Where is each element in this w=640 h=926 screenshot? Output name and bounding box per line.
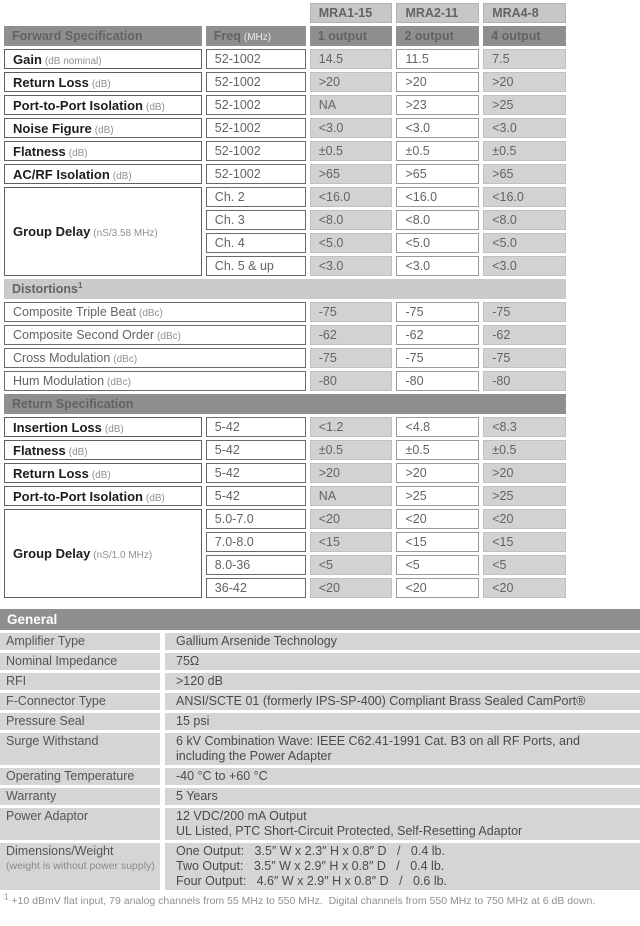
general-value: -40 °C to +60 °C	[165, 768, 640, 785]
value-cell: <20	[310, 578, 393, 598]
table-row-return-port-isolation	[4, 486, 566, 506]
value-cell: <5.0	[310, 233, 393, 253]
value-cell: >20	[396, 463, 479, 483]
value-cell: -75	[310, 302, 393, 322]
value-cell: 7.5	[483, 49, 566, 69]
row-label: Hum Modulation (dBc)	[4, 371, 306, 391]
general-value: ANSI/SCTE 01 (formerly IPS-SP-400) Compliant Brass Sealed CamPort®	[165, 693, 640, 710]
value-cell: >25	[483, 95, 566, 115]
distortions-header-row	[4, 279, 566, 299]
table-row-noise-figure	[4, 118, 566, 138]
value-cell: <16.0	[396, 187, 479, 207]
value-cell: -75	[483, 348, 566, 368]
freq-cell: 52-1002	[206, 49, 306, 69]
general-row-nominal-impedance	[0, 653, 640, 670]
model-header-row	[4, 3, 566, 23]
freq-cell: 5-42	[206, 486, 306, 506]
general-section-title: General	[0, 609, 640, 630]
value-cell: >20	[396, 72, 479, 92]
value-cell: <5.0	[396, 233, 479, 253]
general-label: Power Adaptor	[0, 808, 160, 840]
value-cell: -75	[310, 348, 393, 368]
value-cell: NA	[310, 486, 393, 506]
freq-cell: 5-42	[206, 440, 306, 460]
distortions-section-title: Distortions$^1$	[4, 279, 566, 299]
freq-cell: 5-42	[206, 417, 306, 437]
general-row-f-connector	[0, 693, 640, 710]
forward-header-row	[4, 26, 566, 46]
general-label: Warranty	[0, 788, 160, 805]
table-row-group-delay-ch2	[4, 187, 566, 207]
forward-section-title: Forward Specification	[4, 26, 202, 46]
model-header-mra2-11: MRA2-11	[396, 3, 479, 23]
row-label: Noise Figure (dB)	[4, 118, 202, 138]
general-row-rfi	[0, 673, 640, 690]
return-section-title: Return Specification	[4, 394, 566, 414]
general-value: Gallium Arsenide Technology	[165, 633, 640, 650]
value-cell: -80	[483, 371, 566, 391]
row-label: Insertion Loss (dB)	[4, 417, 202, 437]
general-row-power-adaptor	[0, 808, 640, 840]
row-label: Return Loss (dB)	[4, 463, 202, 483]
table-row-port-isolation	[4, 95, 566, 115]
value-cell: -75	[396, 302, 479, 322]
value-cell: <15	[310, 532, 393, 552]
value-cell: <8.3	[483, 417, 566, 437]
value-cell: <16.0	[483, 187, 566, 207]
table-row-rgd-1	[4, 509, 566, 529]
table-row-cso	[4, 325, 566, 345]
row-label: Flatness (dB)	[4, 141, 202, 161]
value-cell: <5	[483, 555, 566, 575]
general-value: One Output: 3.5″ W x 2.3″ H x 0.8″ D / 0.4 lb. Two Output: 3.5″ W x 2.9″ H x 0.8″ D / 0.4 lb. Four Output: 4.6″ W x 2.9″ H x 0.8″ D / 0.6 lb.	[165, 843, 640, 890]
value-cell: NA	[310, 95, 393, 115]
freq-cell: 5.0-7.0	[206, 509, 306, 529]
value-cell: >65	[396, 164, 479, 184]
table-row-gain	[4, 49, 566, 69]
value-cell: ±0.5	[396, 141, 479, 161]
general-row-surge-withstand	[0, 733, 640, 765]
freq-header	[206, 26, 306, 46]
table-row-ctb	[4, 302, 566, 322]
value-cell: >20	[310, 72, 393, 92]
group-delay-label: Group Delay (nS/1.0 MHz)	[4, 509, 202, 598]
table-row-insertion-loss	[4, 417, 566, 437]
value-cell: <20	[396, 509, 479, 529]
group-delay-label: Group Delay (nS/3.58 MHz)	[4, 187, 202, 276]
value-cell: <3.0	[483, 256, 566, 276]
general-value: 6 kV Combination Wave: IEEE C62.41-1991 Cat. B3 on all RF Ports, and including the Power Adapter	[165, 733, 640, 765]
value-cell: >20	[483, 463, 566, 483]
general-label: RFI	[0, 673, 160, 690]
blank-cell	[4, 3, 306, 23]
general-label: Pressure Seal	[0, 713, 160, 730]
output-header-2: 2 output	[396, 26, 479, 46]
value-cell: <5.0	[483, 233, 566, 253]
freq-cell: 52-1002	[206, 72, 306, 92]
row-label: Return Loss (dB)	[4, 72, 202, 92]
value-cell: <4.8	[396, 417, 479, 437]
freq-cell: Ch. 5 & up	[206, 256, 306, 276]
general-value: 15 psi	[165, 713, 640, 730]
value-cell: <3.0	[310, 256, 393, 276]
footnote-text: +10 dBmV flat input, 79 analog channels from 55 MHz to 550 MHz. Digital channels from 550 MHz to 750 MHz at 6 dB down.	[8, 895, 596, 907]
general-label: Operating Temperature	[0, 768, 160, 785]
value-cell: -75	[483, 302, 566, 322]
value-cell: -62	[483, 325, 566, 345]
freq-cell: 52-1002	[206, 164, 306, 184]
row-label: Port-to-Port Isolation (dB)	[4, 486, 202, 506]
value-cell: >65	[483, 164, 566, 184]
value-cell: ±0.5	[310, 440, 393, 460]
freq-cell: Ch. 2	[206, 187, 306, 207]
value-cell: <8.0	[310, 210, 393, 230]
general-value: 5 Years	[165, 788, 640, 805]
freq-cell: 8.0-36	[206, 555, 306, 575]
model-header-mra1-15: MRA1-15	[310, 3, 393, 23]
output-header-4: 4 output	[483, 26, 566, 46]
general-label: Nominal Impedance	[0, 653, 160, 670]
value-cell: <5	[396, 555, 479, 575]
value-cell: <20	[396, 578, 479, 598]
value-cell: >20	[310, 463, 393, 483]
general-row-warranty	[0, 788, 640, 805]
value-cell: -75	[396, 348, 479, 368]
general-label: F-Connector Type	[0, 693, 160, 710]
general-row-pressure-seal	[0, 713, 640, 730]
value-cell: <15	[396, 532, 479, 552]
row-label: AC/RF Isolation (dB)	[4, 164, 202, 184]
freq-cell: Ch. 3	[206, 210, 306, 230]
value-cell: -80	[396, 371, 479, 391]
row-label: Cross Modulation (dBc)	[4, 348, 306, 368]
value-cell: >65	[310, 164, 393, 184]
value-cell: <8.0	[396, 210, 479, 230]
freq-unit: (MHz)	[243, 32, 272, 43]
freq-label: Freq	[213, 29, 241, 43]
general-label: Amplifier Type	[0, 633, 160, 650]
row-label: Port-to-Port Isolation (dB)	[4, 95, 202, 115]
table-row-flatness	[4, 141, 566, 161]
value-cell: ±0.5	[483, 440, 566, 460]
table-row-cross-modulation	[4, 348, 566, 368]
general-row-dimensions-weight	[0, 843, 640, 890]
value-cell: ±0.5	[396, 440, 479, 460]
table-row-return-flatness	[4, 440, 566, 460]
output-header-1: 1 output	[310, 26, 393, 46]
row-label: Composite Triple Beat (dBc)	[4, 302, 306, 322]
table-row-return-loss	[4, 72, 566, 92]
table-row-acrf-isolation	[4, 164, 566, 184]
value-cell: ±0.5	[483, 141, 566, 161]
value-cell: <3.0	[310, 118, 393, 138]
value-cell: ±0.5	[310, 141, 393, 161]
value-cell: >25	[396, 486, 479, 506]
value-cell: <3.0	[396, 118, 479, 138]
general-row-amplifier-type	[0, 633, 640, 650]
footnote	[0, 892, 640, 907]
return-header-row	[4, 394, 566, 414]
general-value: 75Ω	[165, 653, 640, 670]
general-label: Surge Withstand	[0, 733, 160, 765]
model-header-mra4-8: MRA4-8	[483, 3, 566, 23]
value-cell: <8.0	[483, 210, 566, 230]
value-cell: 11.5	[396, 49, 479, 69]
value-cell: <20	[483, 578, 566, 598]
footnote-sup: 1	[4, 892, 9, 902]
value-cell: >20	[483, 72, 566, 92]
table-row-return-return-loss	[4, 463, 566, 483]
distortions-footnote-ref: 1	[77, 280, 83, 290]
general-sublabel: (weight is without power supply)	[6, 860, 155, 872]
value-cell: -80	[310, 371, 393, 391]
general-row-operating-temperature	[0, 768, 640, 785]
value-cell: >23	[396, 95, 479, 115]
value-cell: <16.0	[310, 187, 393, 207]
general-label: Dimensions/Weight (weight is without power supply)	[0, 843, 160, 890]
value-cell: <1.2	[310, 417, 393, 437]
value-cell: <3.0	[483, 118, 566, 138]
row-label: Gain (dB nominal)	[4, 49, 202, 69]
freq-cell: Ch. 4	[206, 233, 306, 253]
value-cell: <20	[310, 509, 393, 529]
freq-cell: 52-1002	[206, 95, 306, 115]
freq-cell: 36-42	[206, 578, 306, 598]
general-section	[0, 609, 640, 890]
freq-cell: 52-1002	[206, 141, 306, 161]
row-label: Composite Second Order (dBc)	[4, 325, 306, 345]
value-cell: <5	[310, 555, 393, 575]
value-cell: <20	[483, 509, 566, 529]
value-cell: >25	[483, 486, 566, 506]
value-cell: <15	[483, 532, 566, 552]
freq-cell: 7.0-8.0	[206, 532, 306, 552]
value-cell: -62	[396, 325, 479, 345]
value-cell: <3.0	[396, 256, 479, 276]
table-row-hum-modulation	[4, 371, 566, 391]
value-cell: -62	[310, 325, 393, 345]
general-value: 12 VDC/200 mA Output UL Listed, PTC Short-Circuit Protected, Self-Resetting Adaptor	[165, 808, 640, 840]
freq-cell: 5-42	[206, 463, 306, 483]
value-cell: 14.5	[310, 49, 393, 69]
general-value: >120 dB	[165, 673, 640, 690]
freq-cell: 52-1002	[206, 118, 306, 138]
row-label: Flatness (dB)	[4, 440, 202, 460]
